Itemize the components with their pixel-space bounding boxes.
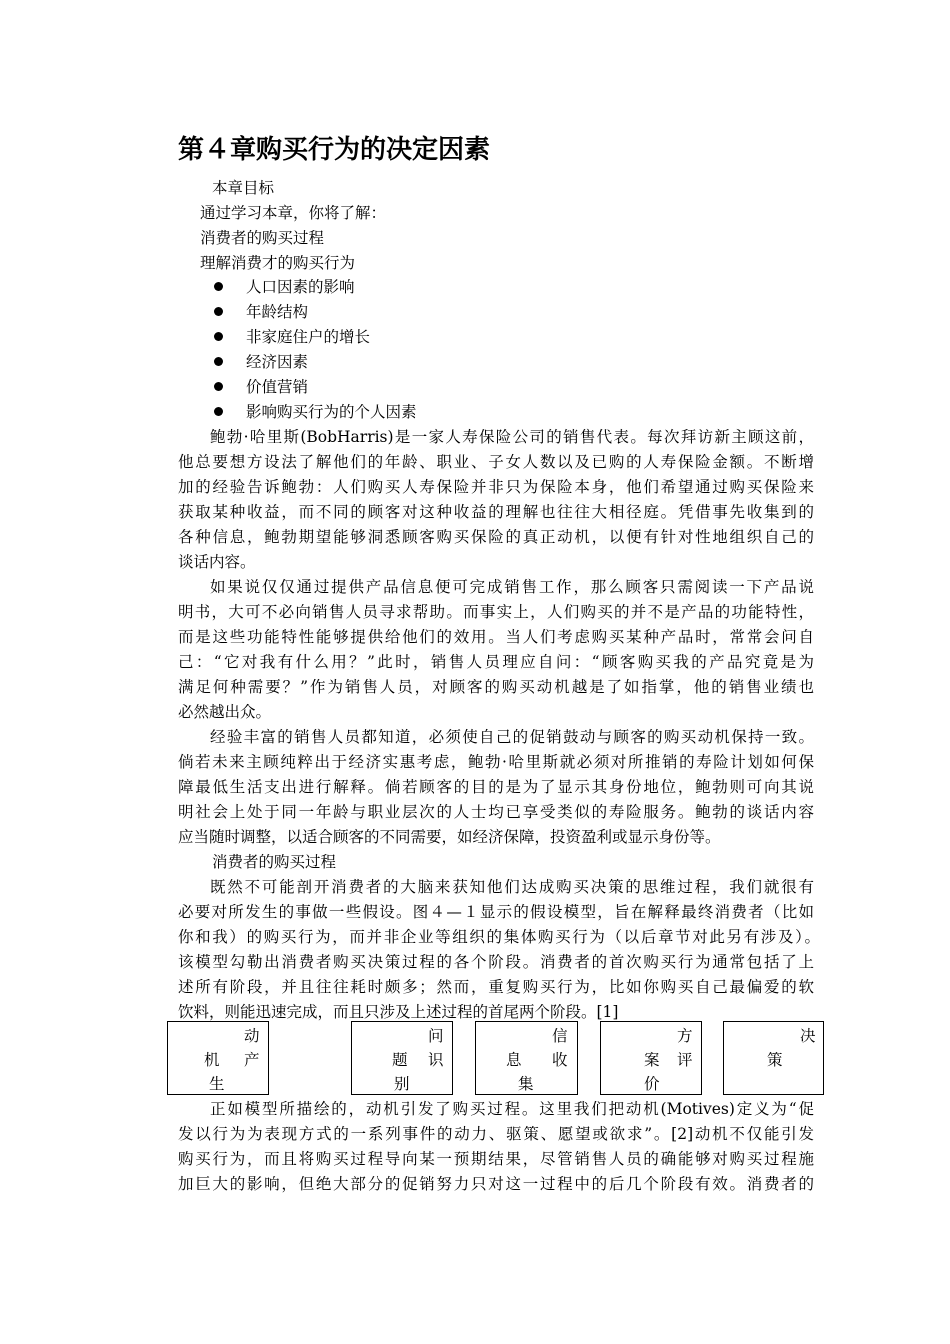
stage-char: 案 bbox=[644, 1051, 660, 1069]
bullet-dot-icon bbox=[214, 332, 223, 341]
paragraph-line: 明书，大可不必向销售人员寻求帮助。而事实上，人们购买的并不是产品的功能特性， bbox=[178, 603, 814, 621]
bullet-dot-icon bbox=[214, 307, 223, 316]
paragraph-line: 饮料，则能迅速完成，而且只涉及上述过程的首尾两个阶段。[1] bbox=[178, 1003, 619, 1021]
paragraph-line: 获取某种收益，而不同的顾客对这种收益的理解也往往大相径庭。凭借事先收集到的 bbox=[178, 503, 814, 521]
bullet-item: 经济因素 bbox=[246, 353, 309, 371]
paragraph-line: 明社会上处于同一年龄与职业层次的人士均已享受类似的寿险服务。鲍勃的谈话内容 bbox=[178, 803, 814, 821]
paragraph-line: 既然不可能剖开消费者的大脑来获知他们达成购买决策的思维过程，我们就很有 bbox=[210, 878, 814, 896]
bullet-item: 年龄结构 bbox=[246, 303, 309, 321]
stage-box-decision bbox=[723, 1021, 824, 1095]
paragraph-line: 倘若未来主顾纯粹出于经济实惠考虑，鲍勃·哈里斯就必须对所推销的寿险计划如何保 bbox=[178, 753, 814, 771]
intro-line: 理解消费才的购买行为 bbox=[200, 254, 356, 272]
paragraph-line: 他总要想方设法了解他们的年龄、职业、子女人数以及已购的人寿保险金额。不断增 bbox=[178, 453, 814, 471]
stage-box-problem-recognition bbox=[351, 1021, 453, 1095]
objectives-heading: 本章目标 bbox=[212, 179, 275, 197]
paragraph-line: 满足何种需要？”作为销售人员，对顾客的购买动机越是了如指掌，他的销售业绩也 bbox=[178, 678, 814, 696]
stage-char: 息 bbox=[506, 1051, 522, 1069]
paragraph-line: 经验丰富的销售人员都知道，必须使自己的促销鼓动与顾客的购买动机保持一致。 bbox=[210, 728, 814, 746]
bullet-dot-icon bbox=[214, 407, 223, 416]
stage-char: 收 bbox=[552, 1051, 568, 1069]
stage-char: 评 bbox=[677, 1051, 693, 1069]
stage-char: 机 bbox=[204, 1051, 220, 1069]
bullet-item: 影响购买行为的个人因素 bbox=[246, 403, 417, 421]
stage-char: 别 bbox=[394, 1075, 410, 1093]
paragraph-line: 加巨大的影响，但绝大部分的促销努力只对这一过程中的后几个阶段有效。消费者的 bbox=[178, 1175, 814, 1193]
bullet-item: 非家庭住户的增长 bbox=[246, 328, 371, 346]
paragraph-line: 各种信息，鲍勃期望能够洞悉顾客购买保险的真正动机，以便有针对性地组织自己的 bbox=[178, 528, 814, 546]
paragraph-line: 而是这些功能特性能够提供给他们的效用。当人们考虑购买某种产品时，常常会问自 bbox=[178, 628, 814, 646]
paragraph-line: 应当随时调整，以适合顾客的不同需要，如经济保障，投资盈利或显示身份等。 bbox=[178, 828, 721, 846]
stage-char: 价 bbox=[644, 1075, 660, 1093]
stage-box-alternative-evaluation bbox=[600, 1021, 702, 1095]
paragraph-line: 必要对所发生的事做一些假设。图４—１显示的假设模型，旨在解释最终消费者（比如 bbox=[178, 903, 814, 921]
paragraph-line: 该模型勾勒出消费者购买决策过程的各个阶段。消费者的首次购买行为通常包括了上 bbox=[178, 953, 814, 971]
bullet-item: 人口因素的影响 bbox=[246, 278, 355, 296]
intro-line: 消费者的购买过程 bbox=[200, 229, 325, 247]
paragraph-line: 发以行为为表现方式的一系列事件的动力、驱策、愿望或欲求”。[2]动机不仅能引发 bbox=[178, 1125, 814, 1143]
intro-line: 通过学习本章，你将了解： bbox=[200, 204, 387, 222]
stage-char: 生 bbox=[209, 1075, 225, 1093]
stage-char: 决 bbox=[800, 1027, 816, 1045]
stage-char: 题 bbox=[392, 1051, 408, 1069]
section-heading: 消费者的购买过程 bbox=[212, 853, 337, 871]
stage-char: 方 bbox=[677, 1027, 693, 1045]
paragraph-line: 必然越出众。 bbox=[178, 703, 272, 721]
paragraph-line: 如果说仅仅通过提供产品信息便可完成销售工作，那么顾客只需阅读一下产品说 bbox=[210, 578, 814, 596]
paragraph-line: 谈话内容。 bbox=[178, 553, 256, 571]
paragraph-line: 正如模型所描绘的，动机引发了购买过程。这里我们把动机(Motives)定义为“促 bbox=[210, 1100, 814, 1118]
stage-char: 集 bbox=[518, 1075, 534, 1093]
stage-char: 问 bbox=[428, 1027, 444, 1045]
stage-char: 策 bbox=[767, 1051, 783, 1069]
paragraph-line: 你和我）的购买行为，而并非企业等组织的集体购买行为（以后章节对此另有涉及）。 bbox=[178, 928, 820, 946]
stage-box-information-search bbox=[475, 1021, 578, 1095]
paragraph-line: 障最低生活支出进行解释。倘若顾客的目的是为了显示其身份地位，鲍勃则可向其说 bbox=[178, 778, 814, 796]
stage-box-motivation bbox=[167, 1021, 269, 1095]
paragraph-line: 述所有阶段，并且往往耗时颇多；然而，重复购买行为，比如你购买自己最偏爱的软 bbox=[178, 978, 814, 996]
stage-char: 动 bbox=[244, 1027, 260, 1045]
bullet-dot-icon bbox=[214, 382, 223, 391]
paragraph-line: 购买行为，而且将购买过程导向某一预期结果，尽管销售人员的确能够对购买过程施 bbox=[178, 1150, 814, 1168]
paragraph-line: 鲍勃·哈里斯(BobHarris)是一家人寿保险公司的销售代表。每次拜访新主顾这前， bbox=[210, 428, 814, 446]
stage-char: 信 bbox=[552, 1027, 568, 1045]
paragraph-line: 己：“它对我有什么用？”此时，销售人员理应自问：“顾客购买我的产品究竟是为 bbox=[178, 653, 814, 671]
bullet-dot-icon bbox=[214, 357, 223, 366]
chapter-title: 第４章购买行为的决定因素 bbox=[178, 135, 491, 165]
bullet-item: 价值营销 bbox=[246, 378, 309, 396]
stage-char: 识 bbox=[428, 1051, 444, 1069]
stage-char: 产 bbox=[244, 1051, 260, 1069]
paragraph-line: 加的经验告诉鲍勃：人们购买人寿保险并非只为保险本身，他们希望通过购买保险来 bbox=[178, 478, 814, 496]
bullet-dot-icon bbox=[214, 282, 223, 291]
